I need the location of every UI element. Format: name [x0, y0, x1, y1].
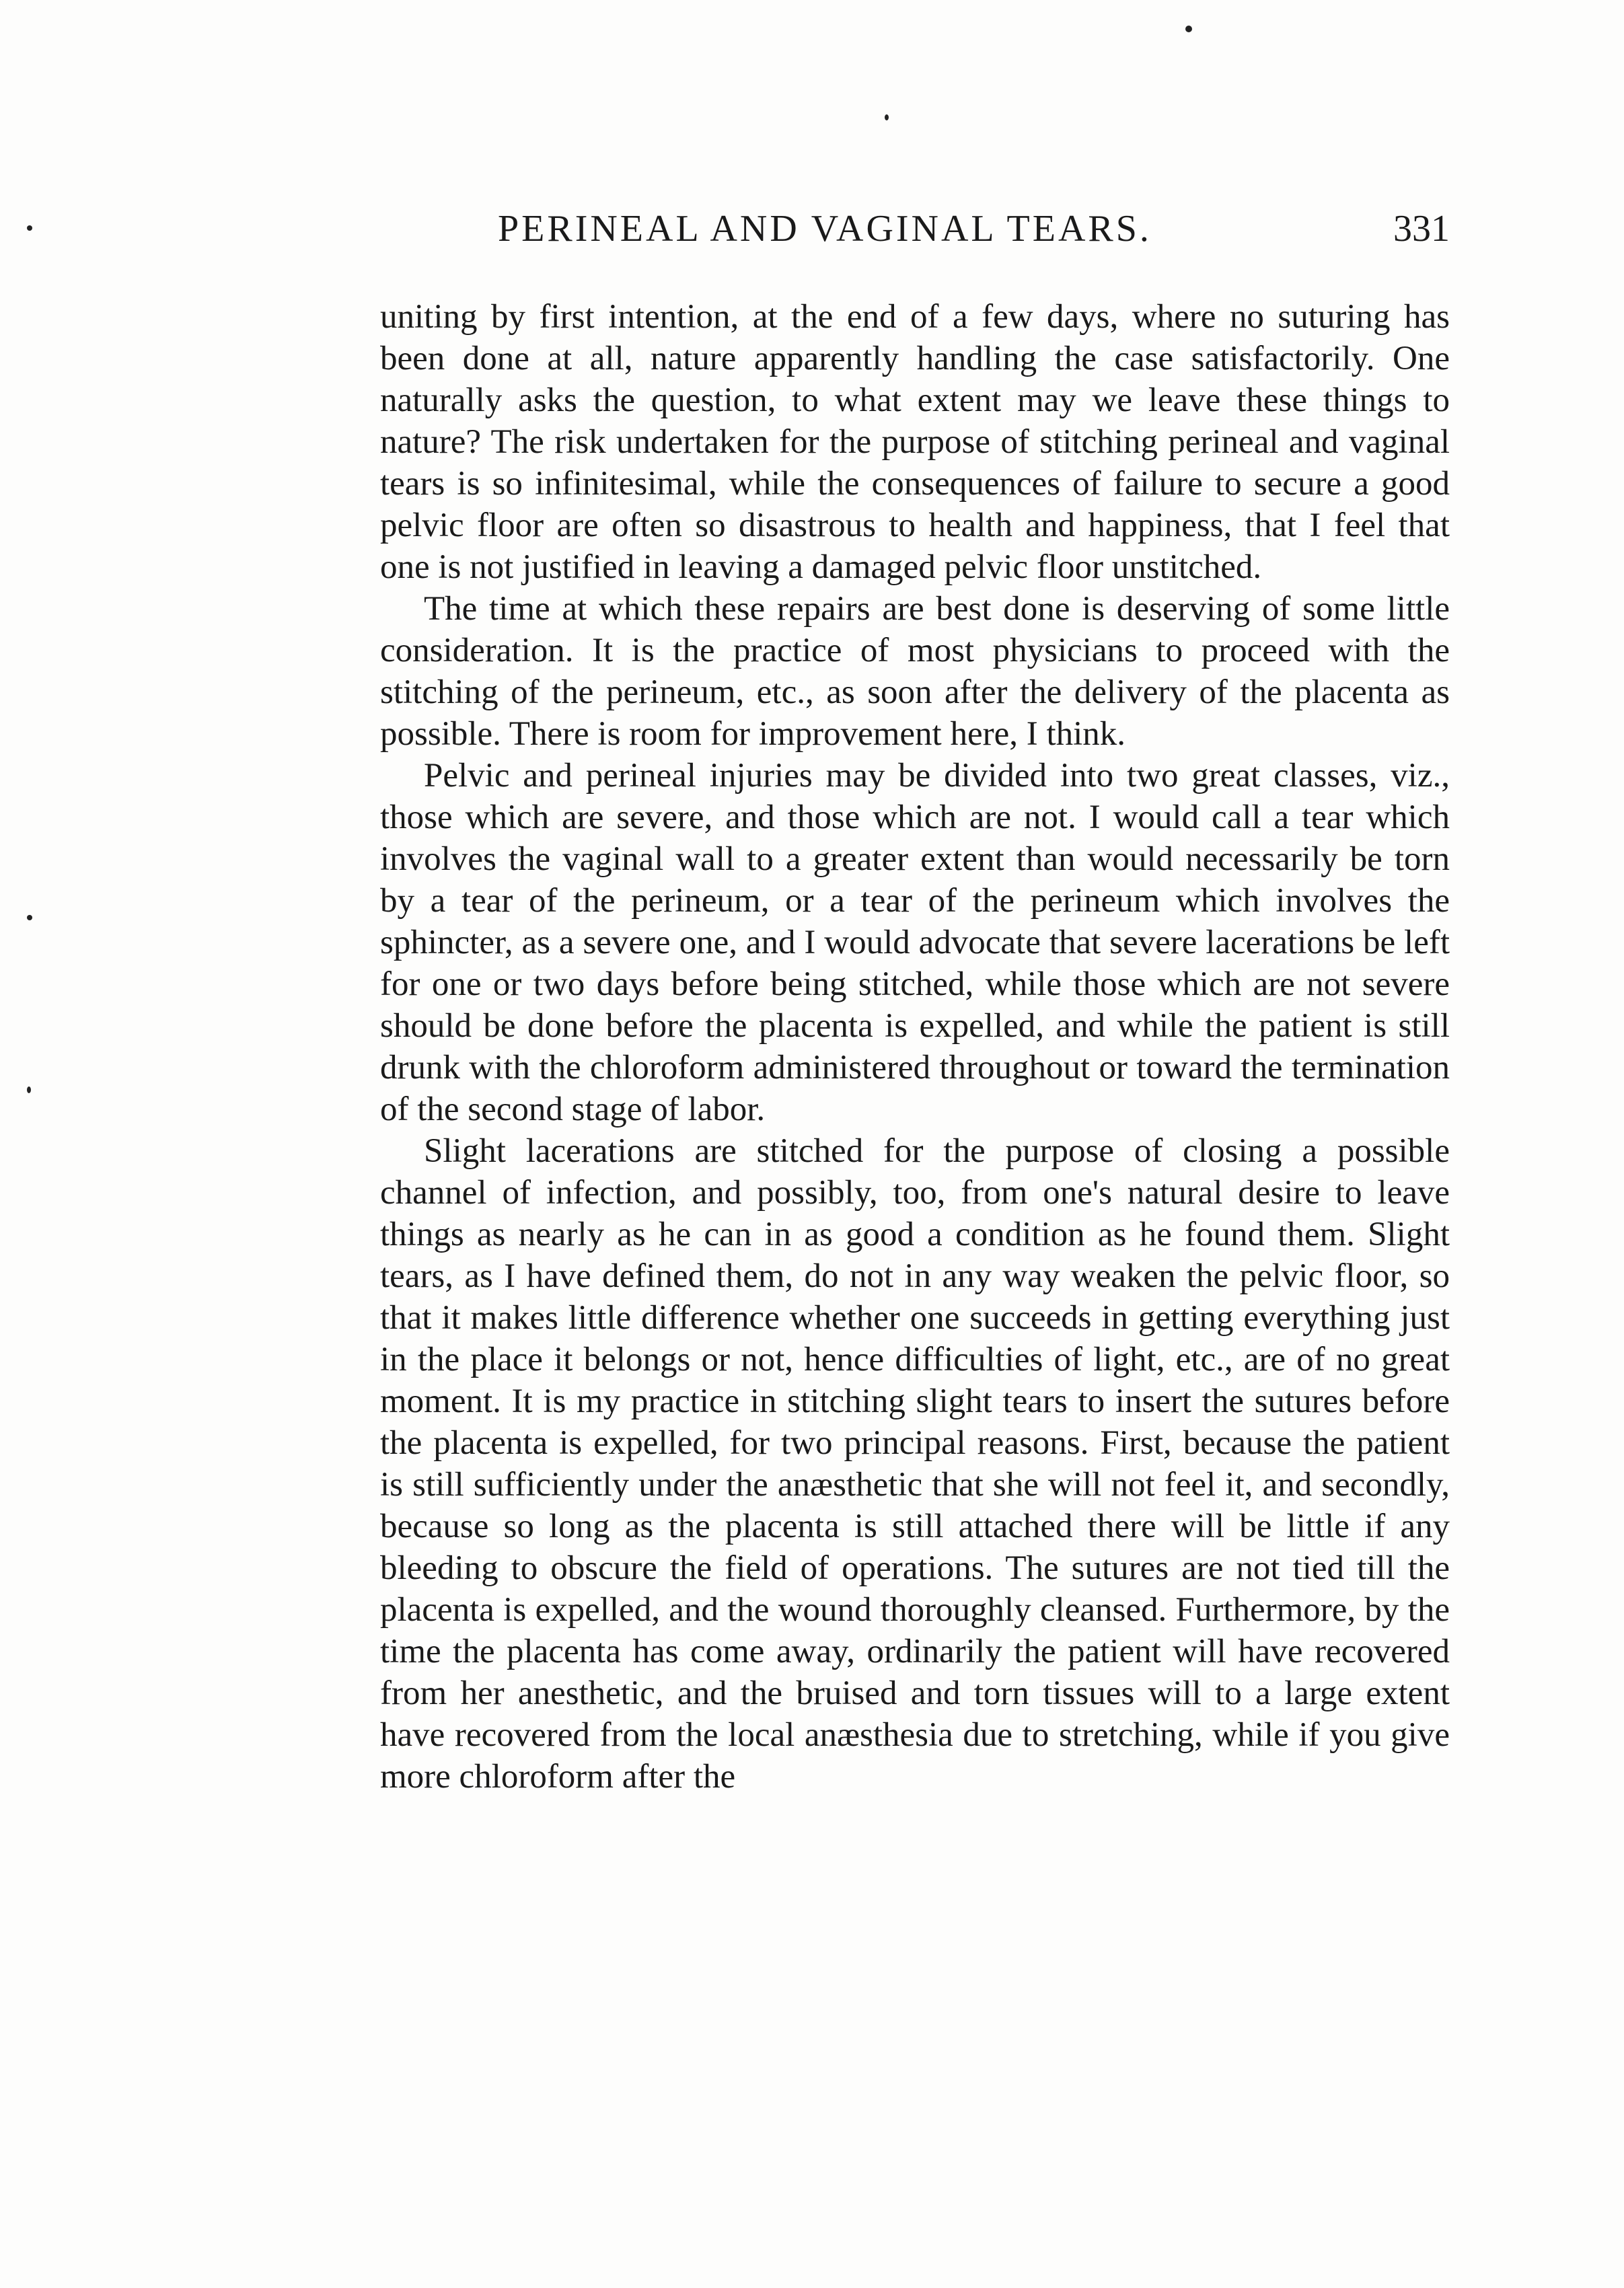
page-number: 331: [1393, 208, 1450, 250]
running-head: PERINEAL AND VAGINAL TEARS.: [498, 208, 1152, 250]
paragraph: Slight lacerations are stitched for the purpose of closing a possible channel of infection, and possibly, too, from one's natural desire to leave things as nearly as he can in as good a condition as he found them. Slight tears, as I have defined them, do not in any way weaken the pelvic floor, so that it makes little difference whether one succeeds in getting everything just in the place it belongs or not, hence difficulties of light, etc., are of no great moment. It is my practice in stitching slight tears to insert the sutures before the placenta is expelled, for two principal reasons. First, because the patient is still sufficiently under the anæsthetic that she will not feel it, and secondly, because so long as the placenta is still attached there will be little if any bleeding to obscure the field of operations. The sutures are not tied till the placenta is expelled, and the wound thoroughly cleansed. Furthermore, by the time the placenta has come away, ordinarily the patient will have recovered from her anesthetic, and the bruised and torn tissues will to a large extent have recovered from the local anæsthesia due to stretching, while if you give more chloroform after the: [380, 1132, 1450, 1796]
body-text: [380, 296, 1450, 1798]
paragraph: Pelvic and perineal injuries may be divided into two great classes, viz., those which are severe, and those which are not. I would call a tear which involves the vaginal wall to a greater extent than would necessarily be torn by a tear of the perineum, or a tear of the perineum which involves the sphincter, as a severe one, and I would advocate that severe lacerations be left for one or two days before being stitched, while those which are not severe should be done before the placenta is expelled, and while the patient is still drunk with the chloroform administered throughout or toward the termination of the second stage of labor.: [380, 757, 1450, 1128]
print-speck: [1185, 26, 1192, 32]
print-speck: [27, 225, 32, 231]
print-speck: [27, 915, 32, 920]
print-speck: [885, 114, 889, 120]
paragraph: The time at which these repairs are best done is deserving of some little consideration. It is the practice of most physicians to proceed with the stitching of the perineum, etc., as soon after the delivery of the placenta as possible. There is room for improvement here, I think.: [380, 590, 1450, 753]
print-speck: [27, 1086, 31, 1093]
page-header: [380, 202, 1450, 256]
paragraph: uniting by first intention, at the end of a few days, where no suturing has been done at all, nature apparently handling the case satisfactorily. One naturally asks the question, to what extent may we leave these things to nature? The risk undertaken for the purpose of stitching perineal and vaginal tears is so infinitesimal, while the consequences of failure to secure a good pelvic floor are often so disastrous to health and happiness, that I feel that one is not justified in leaving a damaged pelvic floor unstitched.: [380, 298, 1450, 586]
